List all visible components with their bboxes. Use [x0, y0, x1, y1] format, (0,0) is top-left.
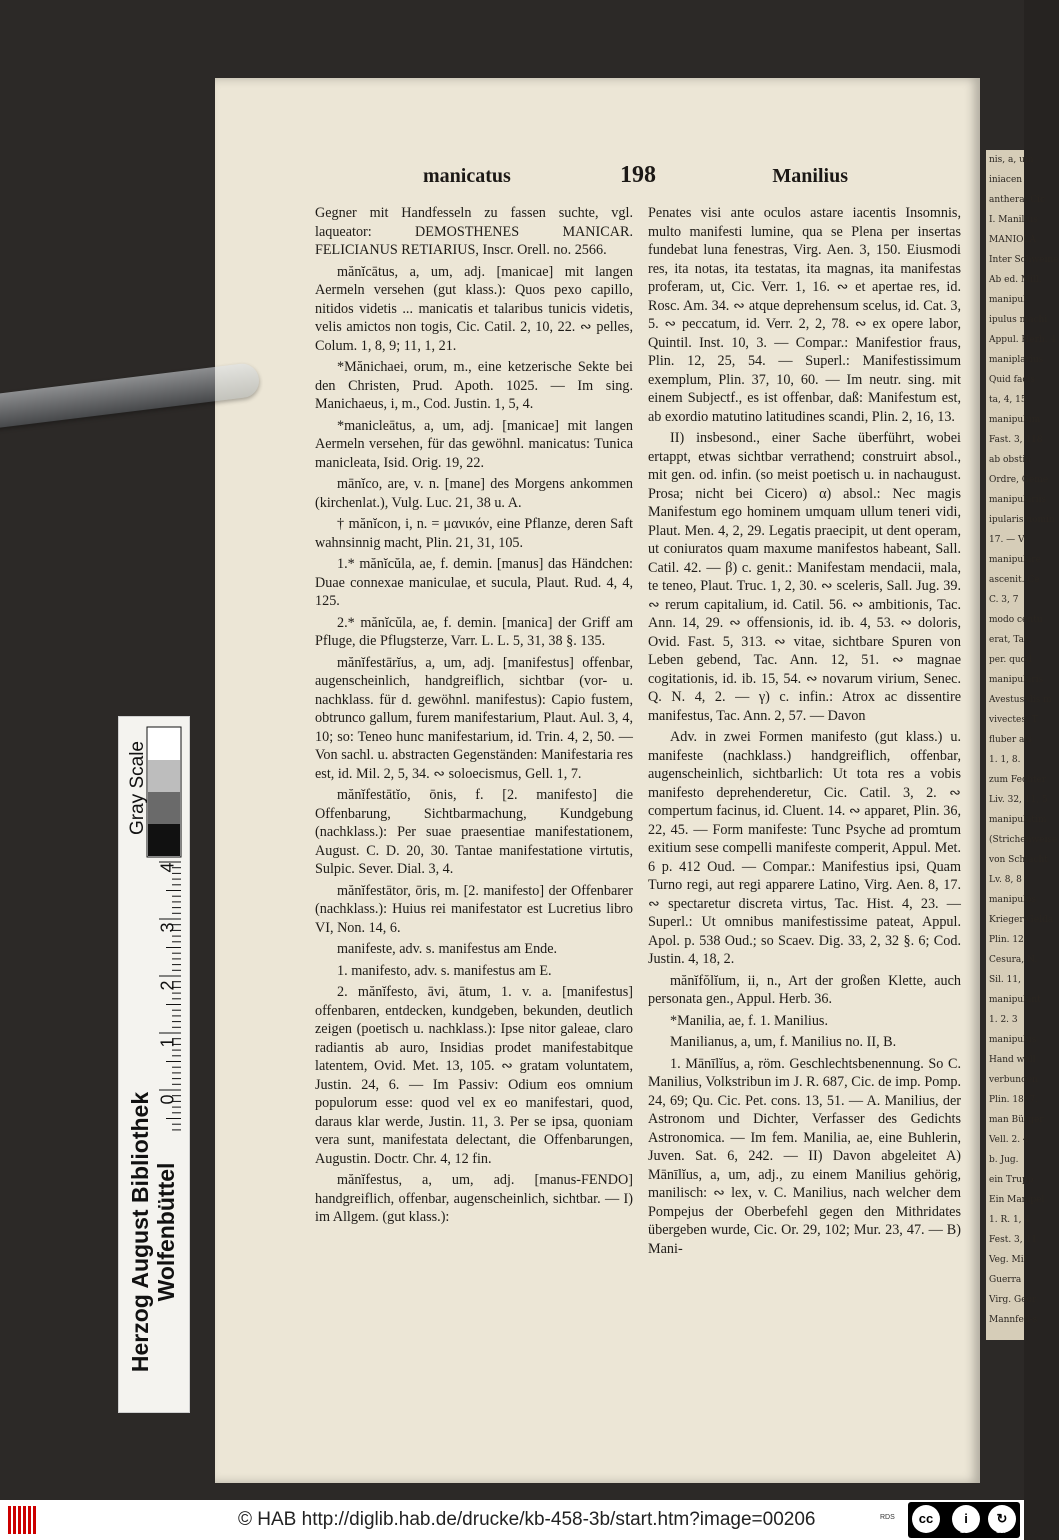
adjacent-page-fragment: maniplarius — [989, 355, 1044, 365]
dictionary-entry: Manilianus, a, um, f. Manilius no. II, B. — [670, 1034, 897, 1050]
adjacent-page-fragment: Virg. Geor — [989, 1295, 1037, 1305]
cc-by-label: BY — [960, 1528, 970, 1535]
dictionary-entry: mănĭfestārĭus, a, um, adj. [manifestus] offenbar, augenscheinlich, handgreiflich, sichtbar (vor- u. nachklass. für d. gewöhnl. manifestus): Capio fustem, obtrunco gallum, furem manifestarium, Plaut. Aul. 3, 4, 10; so: Teneo hunc manifestarium, id. Trin. 4, 2, 50. — Von sachl. u. abstracten Gegenständen: Manifestaria res est, id. Mil. 2, 5, 34. ∾ soloecismus, Gell. 1, 7. — [315, 654, 633, 782]
adjacent-page-fragment: zum Fechter — [989, 775, 1047, 785]
adjacent-page-fragment: Cesura, N. — [989, 955, 1038, 965]
adjacent-page-fragment: Appul. Herb. 4 — [989, 335, 1057, 345]
adjacent-page-fragment: 1. R. 1, 4 — [989, 1215, 1031, 1225]
adjacent-page-fragment: Plin. 12. — [989, 935, 1027, 945]
continued-text: Penates visi ante oculos astare iacentis Insomnis, multo manifesti lumine, qua se Plena per insertas fundebat luna fenestras, Virg. Aen. 3, 150. Eiusmodi res, ita notas, ita testatas, ita magnas, ita manifestas proferam, ut, Cic. Verr. 1, 16. ∾ et apertae res, id. Rosc. Am. 34. ∾ atque deprehensum scelus, id. Cat. 3, 5. ∾ peccatum, id. Verr. 2, 2, 78. ∾ ex opere labor, Quintil. Inst. 10, 3. — Compar.: Manifestior fraus, Plin. 12, 25, 54. — Superl.: Manifestissimum exemplum, Plin. 37, 10, 60. — Im neutr. sing. mit einem Subjectf., es ist offenbar, daß: Manifestum est, ab exordio matutino latitudines scandi, Plin. 2, 16, 13. — [648, 205, 961, 425]
header-right-word: Manilius — [772, 165, 848, 187]
adjacent-page-fragment: manipulum — [989, 415, 1041, 425]
dictionary-entry: † mănĭcon, i, n. = μανικόν, eine Pflanze, deren Saft wahnsinnig macht, Plin. 21, 31, 105. — [315, 516, 633, 551]
adjacent-page-edge — [986, 150, 1059, 1340]
ruler-number: 4 — [157, 862, 178, 873]
adjacent-page-fragment: Ab ed. Mill. — [989, 275, 1042, 285]
dictionary-entry: mănĭfestātĭo, ōnis, f. [2. manifesto] die Offenbarung, Sichtbarmachung, Kundgebung (nachklass.): Per suae praesentiae manifestationem, August. C. D. 20, 30. Tantae manifestatione virtutis, Sulpic. Sever. Dial. 3, 4. — [315, 787, 633, 877]
ruler-number: 0 — [157, 1094, 178, 1105]
adjacent-page-fragment: Ein Manipel — [989, 1195, 1045, 1205]
ruler-number: 1 — [157, 1037, 178, 1048]
adjacent-page-fragment: I. Manilius — [989, 215, 1038, 225]
dictionary-entry: mănĭfestātor, ōris, m. [2. manifesto] der Offenbarer (nachklass.): Huius rei manifestator est Lucretius libro VI, Non. 14, 6. — [315, 882, 633, 936]
share-alike-icon: ↻ — [988, 1505, 1016, 1533]
adjacent-page-fragment: ta, 4, 15 — [989, 395, 1027, 405]
adjacent-page-fragment: verbunden — [989, 1075, 1038, 1085]
adjacent-page-fragment: per. quod — [989, 655, 1032, 665]
library-name-line1: Herzog August Bibliothek — [127, 1091, 153, 1373]
adjacent-page-fragment: von Schlacht — [989, 855, 1048, 865]
adjacent-page-fragment: Quid facis — [989, 375, 1035, 385]
source-url[interactable]: © HAB http://diglib.hab.de/drucke/kb-458-3b/start.htm?image=00206 — [238, 1509, 816, 1530]
adjacent-page-fragment: manipularis — [989, 675, 1044, 685]
adjacent-page-fragment: Ordre, Geme — [989, 475, 1049, 485]
dictionary-entry: mănĭfŏlĭum, ii, n., Art der großen Klette, auch personata gen., Appul. Herb. 36. — [648, 972, 961, 1007]
dictionary-entry: *Mănichaei, orum, m., eine ketzerische Sekte bei den Christen, Prud. Apoth. 1025. — Im sing. Manichaeus, i, m., Cod. Justin. 1, 5, 4. — [315, 359, 633, 412]
dictionary-entry: 1.* mănĭcŭla, ae, f. demin. [manus] das Händchen: Duae connexae maniculae, et sucula, Plaut. Rud. 4, 4, 125. — [315, 556, 633, 609]
adjacent-page-fragment: Veg. Mil. — [989, 1255, 1030, 1265]
adjacent-page-fragment: Sil. 11, — [989, 975, 1021, 985]
gray-swatch-black — [148, 824, 180, 856]
dictionary-entry: manifeste, adv. s. manifestus am Ende. — [337, 941, 558, 957]
adjacent-page-fragment: iniacen — [989, 175, 1023, 185]
dictionary-entry: 2.* mănĭcŭla, ae, f. demin. [manica] der Griff am Pfluge, die Pflugsterze, Varr. L. L. 5, 31, 38 §. 135. — [315, 614, 633, 649]
page-header — [423, 162, 848, 191]
adjacent-page-fragment: erat, Tac. — [989, 635, 1032, 645]
adjacent-page-fragment: 1. 1, 8. — [989, 755, 1021, 765]
adjacent-page-fragment: manipulare — [989, 555, 1042, 565]
hab-logo-icon — [8, 1506, 48, 1534]
adjacent-page-fragment: manipulatim — [989, 815, 1047, 825]
adjacent-page-fragment: ab obstin — [989, 455, 1032, 465]
adjacent-page-fragment: 17. — V — [989, 535, 1025, 545]
adjacent-page-fragment: manipulos — [989, 895, 1037, 905]
adjacent-page-fragment: Lv. 8, 8 — [989, 875, 1022, 885]
adjacent-page-fragment: modo centu — [989, 615, 1043, 625]
continued-text: Gegner mit Handfesseln zu fassen suchte, vgl. laqueator: DEMOSTHENES MANICAR. FELICIANUS RETIARIUS, Inscr. Orell. no. 2566. — [315, 205, 633, 258]
footer-bar — [0, 1500, 1024, 1540]
adjacent-page-fragment: ascenit. Ce — [989, 575, 1040, 585]
gray-scale-label: Gray Scale — [127, 741, 148, 835]
page-number: 198 — [620, 162, 656, 188]
adjacent-page-fragment: manipulus — [989, 1035, 1037, 1045]
dictionary-entry: mānĭco, are, v. n. [mane] des Morgens ankommen (kirchenlat.), Vulg. Luc. 21, 38 u. A. — [315, 476, 633, 511]
adjacent-page-fragment: ein Trupp — [989, 1175, 1034, 1185]
adjacent-page-fragment: ipulus machi — [989, 315, 1048, 325]
right-text-column — [648, 204, 961, 1258]
rds-label: RDS — [880, 1514, 895, 1521]
gray-swatch-white — [148, 728, 180, 760]
by-person-icon: i — [952, 1505, 980, 1533]
adjacent-page-fragment: Guerra — [989, 1275, 1022, 1285]
adjacent-page-fragment: man Bürger — [989, 1115, 1044, 1125]
adjacent-page-fragment: manipulariis — [989, 495, 1047, 505]
ruler-number: 2 — [157, 980, 178, 991]
dictionary-entry: 1. manifesto, adv. s. manifestus am E. — [337, 962, 552, 979]
left-text-column — [315, 204, 633, 1227]
library-name-line2: Wolfenbüttel — [153, 1162, 179, 1302]
cc-sa-label: SA — [996, 1528, 1006, 1535]
adjacent-page-fragment: (Strichenweise — [989, 835, 1058, 845]
adjacent-page-fragment: Inter Schweine — [989, 255, 1059, 265]
library-name — [127, 1052, 179, 1412]
adjacent-page-fragment: Vell. 2. 4 — [989, 1135, 1029, 1145]
adjacent-page-fragment: fluber als — [989, 735, 1032, 745]
dictionary-entry: *Manilia, ae, f. 1. Manilius. — [670, 1012, 829, 1029]
dictionary-entry: 2. mănĭfesto, āvi, ātum, 1. v. a. [manifestus] offenbaren, entdecken, kundgeben, bekunden, deutlich zeigen (poetisch u. nachklass.): Ipse nitor galeae, claro radiantis ab auro, Insidias prodet manifestabitque latentem, Ovid. Met. 13, 105. ∾ gratam voluntatem, Justin. 24, 6. — Im Passiv: Odium eos omnium populorum esse: quod vel ex eo manifestari, quod, daraus klar werde, Justin. 11, 3. Per se ipsa, quoniam vera sunt, manifestata delectant, die Offenbarungen, Augustin. Doctr. Chr. 4, 12 fin. — [315, 984, 633, 1167]
adjacent-page-fragment: Mannfell-s — [989, 1315, 1038, 1325]
adjacent-page-fragment: b. Jug. — [989, 1155, 1019, 1165]
adjacent-page-fragment: ipularis nomin — [989, 515, 1055, 525]
dictionary-entry: mănĭfestus, a, um, adj. [manus-FENDO] handgreiflich, offenbar, augenscheinlich, sichtbar. — I) im Allgem. (gut klass.): — [315, 1172, 633, 1225]
adjacent-page-fragment: Fast. 3, 118 — [989, 435, 1043, 445]
dictionary-entry: 1. Mānīlĭus, a, röm. Geschlechtsbenennung. So C. Manilius, Volkstribun im J. R. 687, Cic. de imp. Pomp. 24, 69; Qu. Cic. Pet. cons. 13, 51. — A. Manilius, der Astronom und Dichter, Verfasser des Gedichts Astronomica. — Im fem. Manilia, ae, eine Buhlerin, Juven. Sat. 6, 242. — II) Davon abgeleitet A) Mānīlĭus, a, um, adj., zu einem Manilius gehörig, manilisch: ∾ lex, v. C. Manilius, nach welcher dem Pompejus der Oberbefehl gegen den Mithridates übergeben wurde, Cic. Or. 29, 102; Mur. 23, 47. — B) Mani- — [648, 1055, 961, 1257]
adjacent-page-fragment: Avestus dis m — [989, 695, 1052, 705]
adjacent-page-fragment: Krieger-Gelda — [989, 915, 1054, 925]
adjacent-page-fragment: Fest. 3, 11 — [989, 1235, 1037, 1245]
adjacent-page-fragment: MANIOLA — [989, 235, 1036, 245]
cc-license-badge[interactable] — [908, 1502, 1020, 1538]
gray-swatch-dark — [148, 792, 180, 824]
adjacent-page-fragment: Plin. 18, 7. — [989, 1095, 1039, 1105]
dictionary-entry: mănĭcātus, a, um, adj. [manicae] mit langen Aermeln versehen (gut klass.): Quos pexo capillo, nitidos videtis ... manicatis et talaribus tunicis videtis, velis amictos non togis, Cic. Catil. 2, 10, 22. ∾ pelles, Colum. 1, 8, 9; 11, 1, 21. — [315, 263, 633, 354]
ruler-number: 3 — [157, 922, 178, 933]
dictionary-entry: Adv. in zwei Formen manifesto (gut klass.) u. manifeste (nachklass.) handgreiflich, offenbar, augenscheinlich, sichtbarlich: Ut tota res a vobis manifesto deprehenderetur, Cic. Catil. 3, 2. ∾ compertum facinus, id. Cluent. 14. ∾ apparet, Plin. 36, 22, 45. — Form manifeste: Tunc Psyche ad promtum exitium sese compelli manifeste comperit, Appul. Met. 6 p. 412 Oud. — Compar.: Manifestius ipsi, Quam Turno regi, aut regi apparere Latino, Virg. Aen. 8, 17. ∾ spectaretur discreta virtus, Tac. Hist. 4, 23. — Superl.: Ut omnibus manifestissime pateat, Appul. Apol. p. 538 Oud.; so Scaev. Dig. 33, 2, 32 §. 6; Cod. Justin. 4, 18, 2. — [648, 729, 961, 967]
adjacent-page-fragment: 1. 2. 3 — [989, 1015, 1018, 1025]
color-scale-ruler — [118, 716, 190, 1413]
header-left-word: manicatus — [423, 165, 511, 187]
adjacent-page-fragment: C. 3, 7 — [989, 595, 1019, 605]
adjacent-page-fragment: manipul — [989, 295, 1027, 305]
gray-swatch-light — [148, 760, 180, 792]
adjacent-page-fragment: Liv. 32, 11, 5 — [989, 795, 1048, 805]
dictionary-entry: II) insbesond., einer Sache überführt, wobei ertappt, etwas sichtbar verrathend; construirt absol., mit gen. od. infin. (so meist poetisch u. in nachaugust. Prosa; nicht bei Cicero) α) absol.: Nec magis Manifestum ego hominem umquam ullum teneri vidi, Plaut. Men. 4, 2, 29. Legatis praecipit, ut dent operam, ut coniuratos quam maxume manifestos habeant, Sall. Catil. 42. — β) c. genit.: Manifestam mendacii, mala, te teneo, Plaut. Truc. 1, 2, 30. ∾ sceleris, Sall. Jug. 39. ∾ rerum capitalium, id. Catil. 56. ∾ ambitionis, Tac. Ann. 14, 29. ∾ offensionis, id. ib. 4, 53. ∾ doloris, Ovid. Fast. 5, 313. ∾ vitae, sichtbare Spuren von Leben gebend, Tac. Ann. 12, 51. ∾ magnae cogitationis, id. ib. 15, 54. ∾ novarum virium, Senec. Q. N. 4, 2. — γ) c. infin.: Atrox ac dissentire manifestus, Tac. Ann. 2, 57. — Davon — [648, 430, 961, 724]
adjacent-page-fragment: Hand woll — [989, 1055, 1036, 1065]
adjacent-page-fragment: nis, a, um — [989, 155, 1034, 165]
cc-icon: cc — [912, 1505, 940, 1533]
dictionary-entry: *manicleātus, a, um, adj. [manicae] mit langen Aermeln versehen, für das gewöhnl. manicatus: Tunica manicleata, Isid. Orig. 19, 22. — [315, 417, 633, 471]
adjacent-page-fragment: manipulant — [989, 995, 1041, 1005]
adjacent-page-fragment: anthera, Cic — [989, 195, 1046, 205]
adjacent-page-fragment: vivectes, T — [989, 715, 1038, 725]
